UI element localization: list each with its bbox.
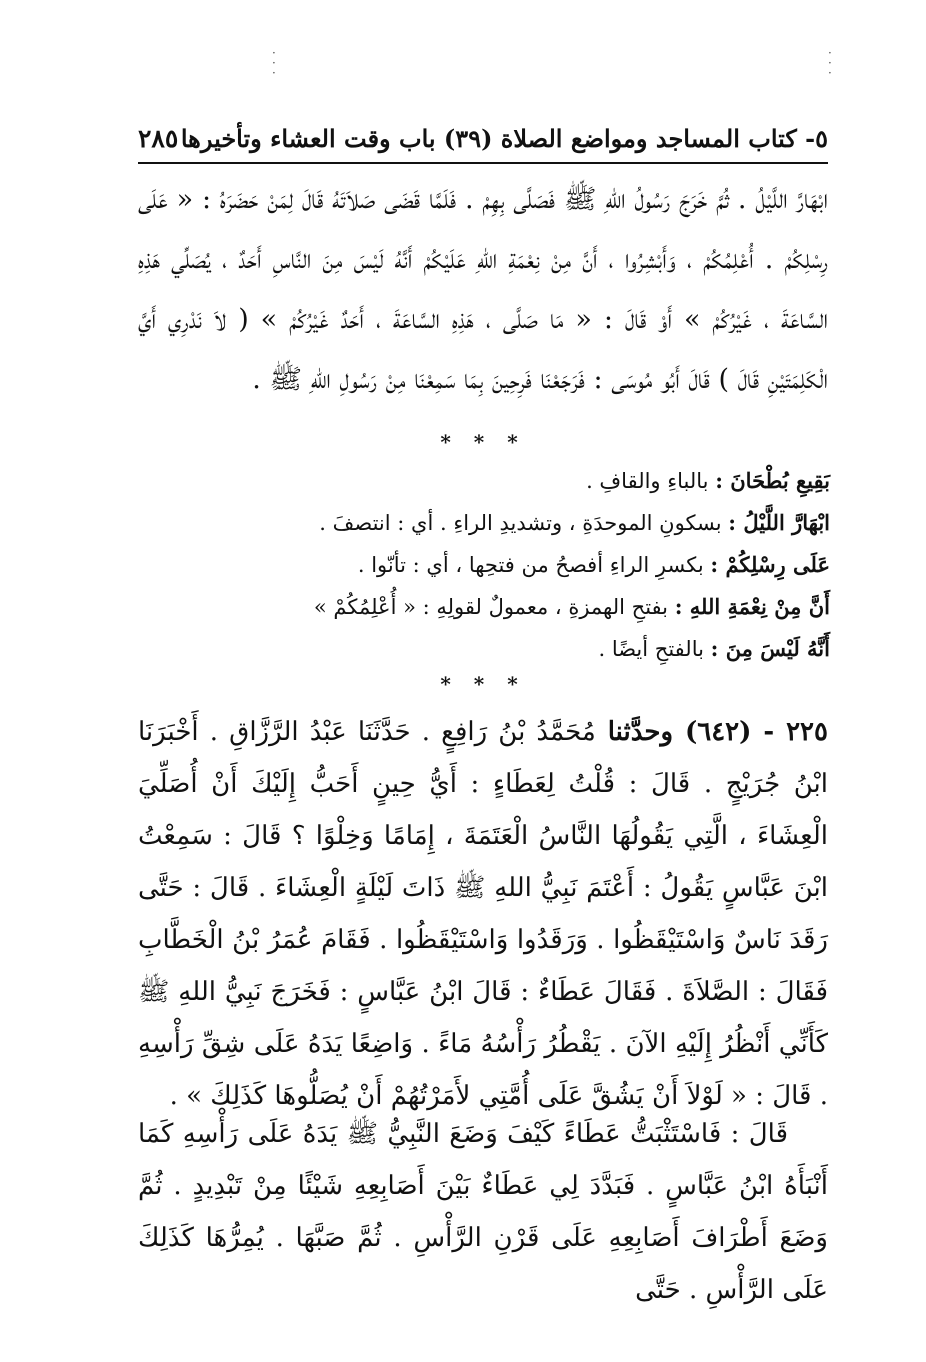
hadith-text: مُحَمَّدُ بْنُ رَافِعٍ . حَدَّثَنَا عَبْدُ الرَّزَّاقِ . أَخْبَرَنَا ابْنُ جُرَيْجٍ . قَالَ : قُلْتُ لِعَطَاءٍ : أَيُّ حِينٍ أَحَبُّ إِلَيْكَ أَنْ أُصَلِّيَ الْعِشَاءَ ، الَّتِي يَقُولُهَا النَّاسُ الْعَتَمَةَ ، إِمَامًا وَخِلْوًا ؟ قَالَ : سَمِعْتُ ابْنَ عَبَّاسٍ يَقُولُ : أَعْتَمَ نَبِيُّ اللهِ ﷺ ذَاتَ لَيْلَةٍ الْعِشَاءَ . قَالَ : حَتَّى رَقَدَ نَاسٌ وَاسْتَيْقَظُوا . وَرَقَدُوا وَاسْتَيْقَظُوا . فَقَامَ عُمَرُ بْنُ الْخَطَّابِ فَقَالَ : الصَّلاَةَ . فَقَالَ عَطَاءٌ : قَالَ ابْنُ عَبَّاسٍ : فَخَرَجَ نَبِيُّ اللهِ ﷺ كَأَنِّي أَنْظُرُ إِلَيْهِ الآنَ . يَقْطُرُ رَأْسُهُ مَاءً . وَاضِعًا يَدَهُ عَلَى شِقِّ رَأْسِهِ . قَالَ : « لَوْلاَ أَنْ يَشُقَّ عَلَى أُمَّتِي لأَمَرْتُهُمْ أَنْ يُصَلُّوهَا كَذَلِكَ » . — [138, 717, 828, 1111]
glossary-entry — [250, 586, 830, 628]
glossary-entry — [250, 628, 830, 670]
glossary-entry — [250, 460, 830, 502]
glossary-definition: بفتحِ الهمزةِ ، معمولٌ لقولِهِ : « أُعْلِمُكُمْ » — [313, 595, 675, 619]
glossary-definition: بكسرِ الراءِ أفصحُ من فتحِها ، أي : تأنّوا . — [357, 553, 711, 577]
glossary-term: أَنَّهُ لَيْسَ مِنَ : — [710, 636, 830, 661]
glossary-entry — [250, 544, 830, 586]
glossary-term: ابْهَارَّ اللَّيْلُ : — [728, 510, 830, 535]
page-number: ٢٨٥ — [138, 123, 179, 153]
scan-mark: · · · — [272, 46, 276, 80]
glossary-definition: بالباءِ والقافِ . — [586, 469, 716, 493]
glossary-entry — [250, 502, 830, 544]
glossary-definition: بسكونِ الموحدَةِ ، وتشديدِ الراءِ . أي : انتصفَ . — [319, 511, 729, 535]
hadith-number: ٢٢٥ - (٦٤٢) — [684, 717, 828, 747]
passage-next: قَالَ : فَاسْتَثْبَتُّ عَطَاءً كَيْفَ وَضَعَ النَّبِيُّ ﷺ يَدَهُ عَلَى رَأْسِهِ كَمَا أَنْبَأَهُ ابْنُ عَبَّاسٍ . فَبَدَّدَ لِي عَطَاءٌ بَيْنَ أَصَابِعِهِ شَيْئًا مِنْ تَبْدِيدٍ . ثُمَّ وَضَعَ أَطْرَافَ أَصَابِعِهِ عَلَى قَرْنِ الرَّأْسِ . ثُمَّ صَبَّهَا . يُمِرُّهَا كَذَلِكَ عَلَى الرَّأْسِ . حَتَّى — [138, 1119, 828, 1305]
chapter-title: ٥- كتاب المساجد ومواضع الصلاة (٣٩) باب وقت العشاء وتأخيرها — [180, 123, 828, 153]
hadith-intro: وحدَّثنا — [595, 717, 685, 747]
hadith-block — [138, 706, 828, 1122]
section-separator: * * * — [440, 430, 526, 454]
glossary-term: أَنَّ مِنْ نِعْمَةِ اللهِ : — [674, 594, 830, 619]
glossary-term: عَلَى رِسْلِكُمْ : — [710, 552, 830, 577]
passage-continuation: ابْهَارَّ اللَّيْلُ . ثُمَّ خَرَجَ رَسُولُ اللهِ ﷺ فَصَلَّى بِهِمْ . فَلَمَّا قَضَى صَلاَتَهُ قَالَ لِمَنْ حَضَرَهُ : « عَلَى رِسْلِكُمْ . أُعْلِمُكُمْ ، وَأَبْشِرُوا ، أَنَّ مِنْ نِعْمَةِ اللهِ عَلَيْكُمْ أَنَّهُ لَيْسَ مِنَ النَّاسِ أَحَدٌ ، يُصَلِّي هَذِهِ السَّاعَةَ ، غَيْرُكُمْ » أَوْ قَالَ : « مَا صَلَّى ، هَذِهِ السَّاعَةَ ، أَحَدٌ غَيْرُكُمْ » ( لاَ نَدْرِي أَيَّ الْكَلِمَتَيْنِ قَالَ ) قَالَ أَبُو مُوسَى : فَرَجَعْنَا فَرِحِينَ بِمَا سَمِعْنَا مِنْ رَسُولِ اللهِ ﷺ . — [138, 184, 828, 395]
running-header — [138, 118, 828, 164]
glossary — [250, 460, 830, 670]
glossary-definition: بالفتحِ أيضًا . — [598, 637, 711, 661]
scan-mark: · · · — [828, 46, 832, 80]
section-separator: * * * — [440, 672, 526, 696]
glossary-term: بَقِيعِ بُطْحَانَ : — [715, 468, 830, 493]
